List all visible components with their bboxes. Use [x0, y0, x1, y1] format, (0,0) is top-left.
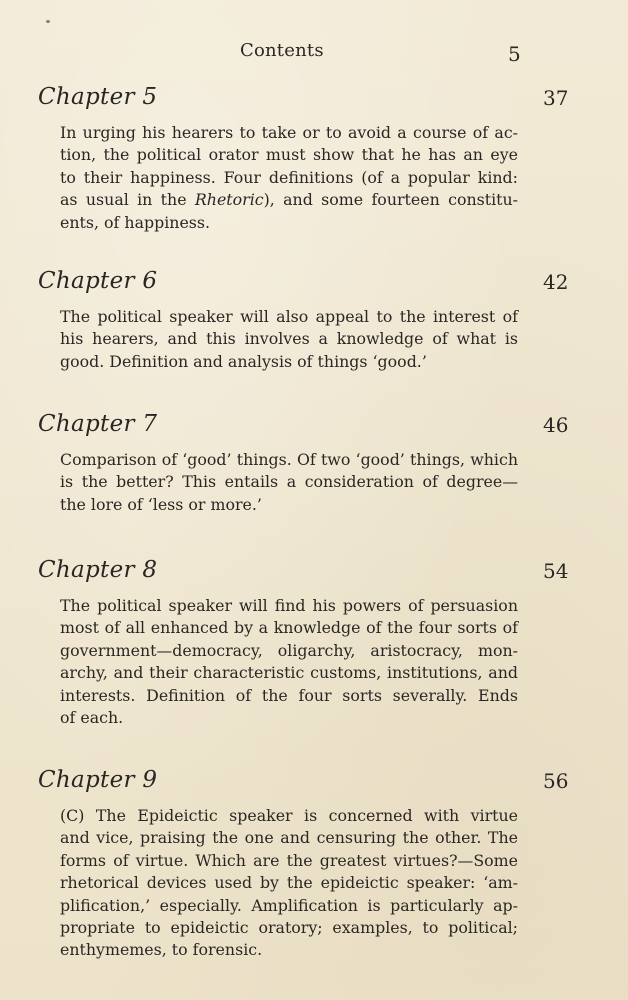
- chapter-summary: [60, 595, 518, 729]
- summary-line: (C) The Epideictic speaker is concerned with virtue: [60, 806, 518, 825]
- summary-line: of each.: [60, 708, 124, 728]
- summary-line: The political speaker will also appeal to the interest of: [60, 307, 518, 326]
- chapter-page-number: 42: [543, 270, 569, 294]
- running-head: [0, 40, 628, 64]
- summary-line: to their happiness. Four definitions (of a popular kind:: [60, 167, 518, 187]
- chapter-page-number: 56: [543, 769, 569, 793]
- chapter-summary: [60, 805, 518, 962]
- summary-line: good. Definition and analysis of things ‘good.’: [60, 351, 427, 371]
- chapter-page-number: 37: [543, 86, 569, 110]
- summary-line: the lore of ‘less or more.’: [60, 494, 262, 514]
- summary-line: In urging his hearers to take or to avoid a course of ac-: [60, 123, 518, 142]
- summary-line: tion, the political orator must show that he has an eye: [60, 145, 518, 165]
- paper-speck: [46, 20, 50, 23]
- page-number: 5: [508, 42, 521, 66]
- summary-line: his hearers, and this involves a knowledge of what is: [60, 329, 518, 349]
- summary-line: forms of virtue. Which are the greatest virtues?—Some: [60, 850, 518, 870]
- summary-line: rhetorical devices used by the epideictic speaker: ‘am-: [60, 873, 518, 893]
- summary-line: most of all enhanced by a knowledge of the four sorts of: [60, 618, 518, 638]
- summary-line: as usual in the Rhetoric), and some fourteen constitu-: [60, 190, 518, 210]
- summary-line: propriate to epideictic oratory; examples, to political;: [60, 918, 518, 938]
- summary-line: and vice, praising the one and censuring the other. The: [60, 828, 518, 848]
- chapter-summary: [60, 449, 518, 516]
- summary-line: Comparison of ‘good’ things. Of two ‘good’ things, which: [60, 450, 518, 469]
- summary-line: enthymemes, to forensic.: [60, 940, 263, 960]
- chapter-summary: [60, 306, 518, 373]
- chapter-summary: [60, 122, 518, 234]
- summary-line: ents, of happiness.: [60, 212, 211, 232]
- summary-line: government—democracy, oligarchy, aristocracy, mon-: [60, 640, 518, 660]
- summary-line: interests. Definition of the four sorts severally. Ends: [60, 685, 518, 705]
- chapter-page-number: 54: [543, 559, 569, 583]
- chapter-heading: Chapter 6: [38, 268, 158, 294]
- summary-line: is the better? This entails a consideration of degree—: [60, 472, 518, 492]
- chapter-heading: Chapter 8: [38, 557, 158, 583]
- summary-line: The political speaker will find his powers of persuasion: [60, 596, 518, 615]
- chapter-page-number: 46: [543, 413, 569, 437]
- chapter-heading: Chapter 9: [38, 767, 158, 793]
- book-title-italic: Rhetoric: [194, 190, 264, 210]
- summary-line: plification,’ especially. Amplification is particularly ap-: [60, 895, 518, 915]
- chapter-heading: Chapter 5: [38, 84, 158, 110]
- summary-line: archy, and their characteristic customs, institutions, and: [60, 663, 518, 683]
- chapter-heading: Chapter 7: [38, 411, 158, 437]
- running-head-title: Contents: [240, 40, 324, 61]
